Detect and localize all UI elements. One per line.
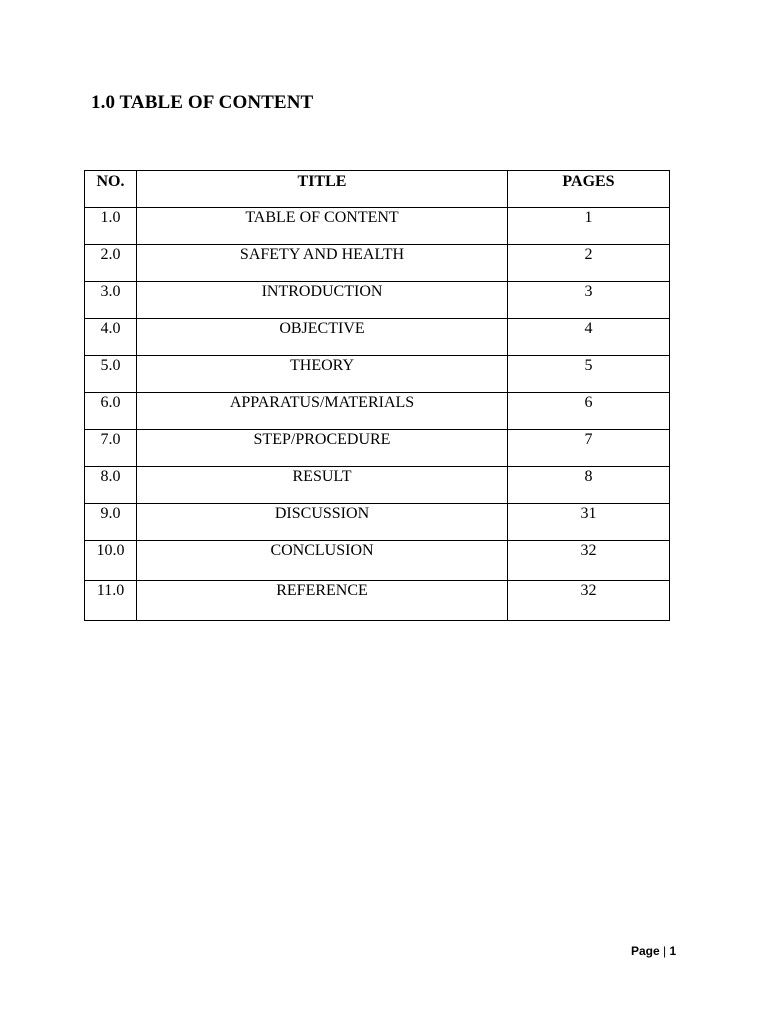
column-header-no: NO.: [85, 171, 137, 208]
row-number: 9.0: [85, 504, 137, 541]
row-number: 7.0: [85, 430, 137, 467]
page-number-footer: [631, 944, 676, 958]
table-of-contents: [84, 170, 670, 621]
page-label: Page: [631, 944, 660, 958]
row-title: TABLE OF CONTENT: [137, 208, 508, 245]
row-pages: 31: [508, 504, 670, 541]
page-number: 1: [669, 944, 677, 958]
table-row: [85, 208, 670, 245]
page-title: 1.0 TABLE OF CONTENT: [91, 92, 314, 113]
column-header-title: TITLE: [137, 171, 508, 208]
row-number: 11.0: [85, 581, 137, 621]
column-header-pages: PAGES: [508, 171, 670, 208]
row-number: 4.0: [85, 319, 137, 356]
page-separator: |: [663, 944, 667, 958]
table-row: [85, 581, 670, 621]
table-row: [85, 356, 670, 393]
row-pages: 7: [508, 430, 670, 467]
row-pages: 32: [508, 581, 670, 621]
row-title: APPARATUS/MATERIALS: [137, 393, 508, 430]
row-title: SAFETY AND HEALTH: [137, 245, 508, 282]
table-row: [85, 245, 670, 282]
row-title: RESULT: [137, 467, 508, 504]
row-pages: 3: [508, 282, 670, 319]
row-pages: 32: [508, 541, 670, 581]
row-number: 5.0: [85, 356, 137, 393]
row-pages: 1: [508, 208, 670, 245]
row-pages: 8: [508, 467, 670, 504]
row-title: OBJECTIVE: [137, 319, 508, 356]
row-number: 3.0: [85, 282, 137, 319]
table-row: [85, 319, 670, 356]
row-number: 2.0: [85, 245, 137, 282]
row-title: DISCUSSION: [137, 504, 508, 541]
row-title: REFERENCE: [137, 581, 508, 621]
row-title: THEORY: [137, 356, 508, 393]
row-pages: 4: [508, 319, 670, 356]
table-row: [85, 393, 670, 430]
table-row: [85, 467, 670, 504]
table-row: [85, 541, 670, 581]
row-number: 10.0: [85, 541, 137, 581]
table-row: [85, 282, 670, 319]
row-title: STEP/PROCEDURE: [137, 430, 508, 467]
row-number: 6.0: [85, 393, 137, 430]
row-pages: 2: [508, 245, 670, 282]
row-pages: 5: [508, 356, 670, 393]
row-number: 8.0: [85, 467, 137, 504]
row-title: INTRODUCTION: [137, 282, 508, 319]
row-pages: 6: [508, 393, 670, 430]
table-row: [85, 504, 670, 541]
table-header-row: [85, 171, 670, 208]
table-row: [85, 430, 670, 467]
row-title: CONCLUSION: [137, 541, 508, 581]
row-number: 1.0: [85, 208, 137, 245]
